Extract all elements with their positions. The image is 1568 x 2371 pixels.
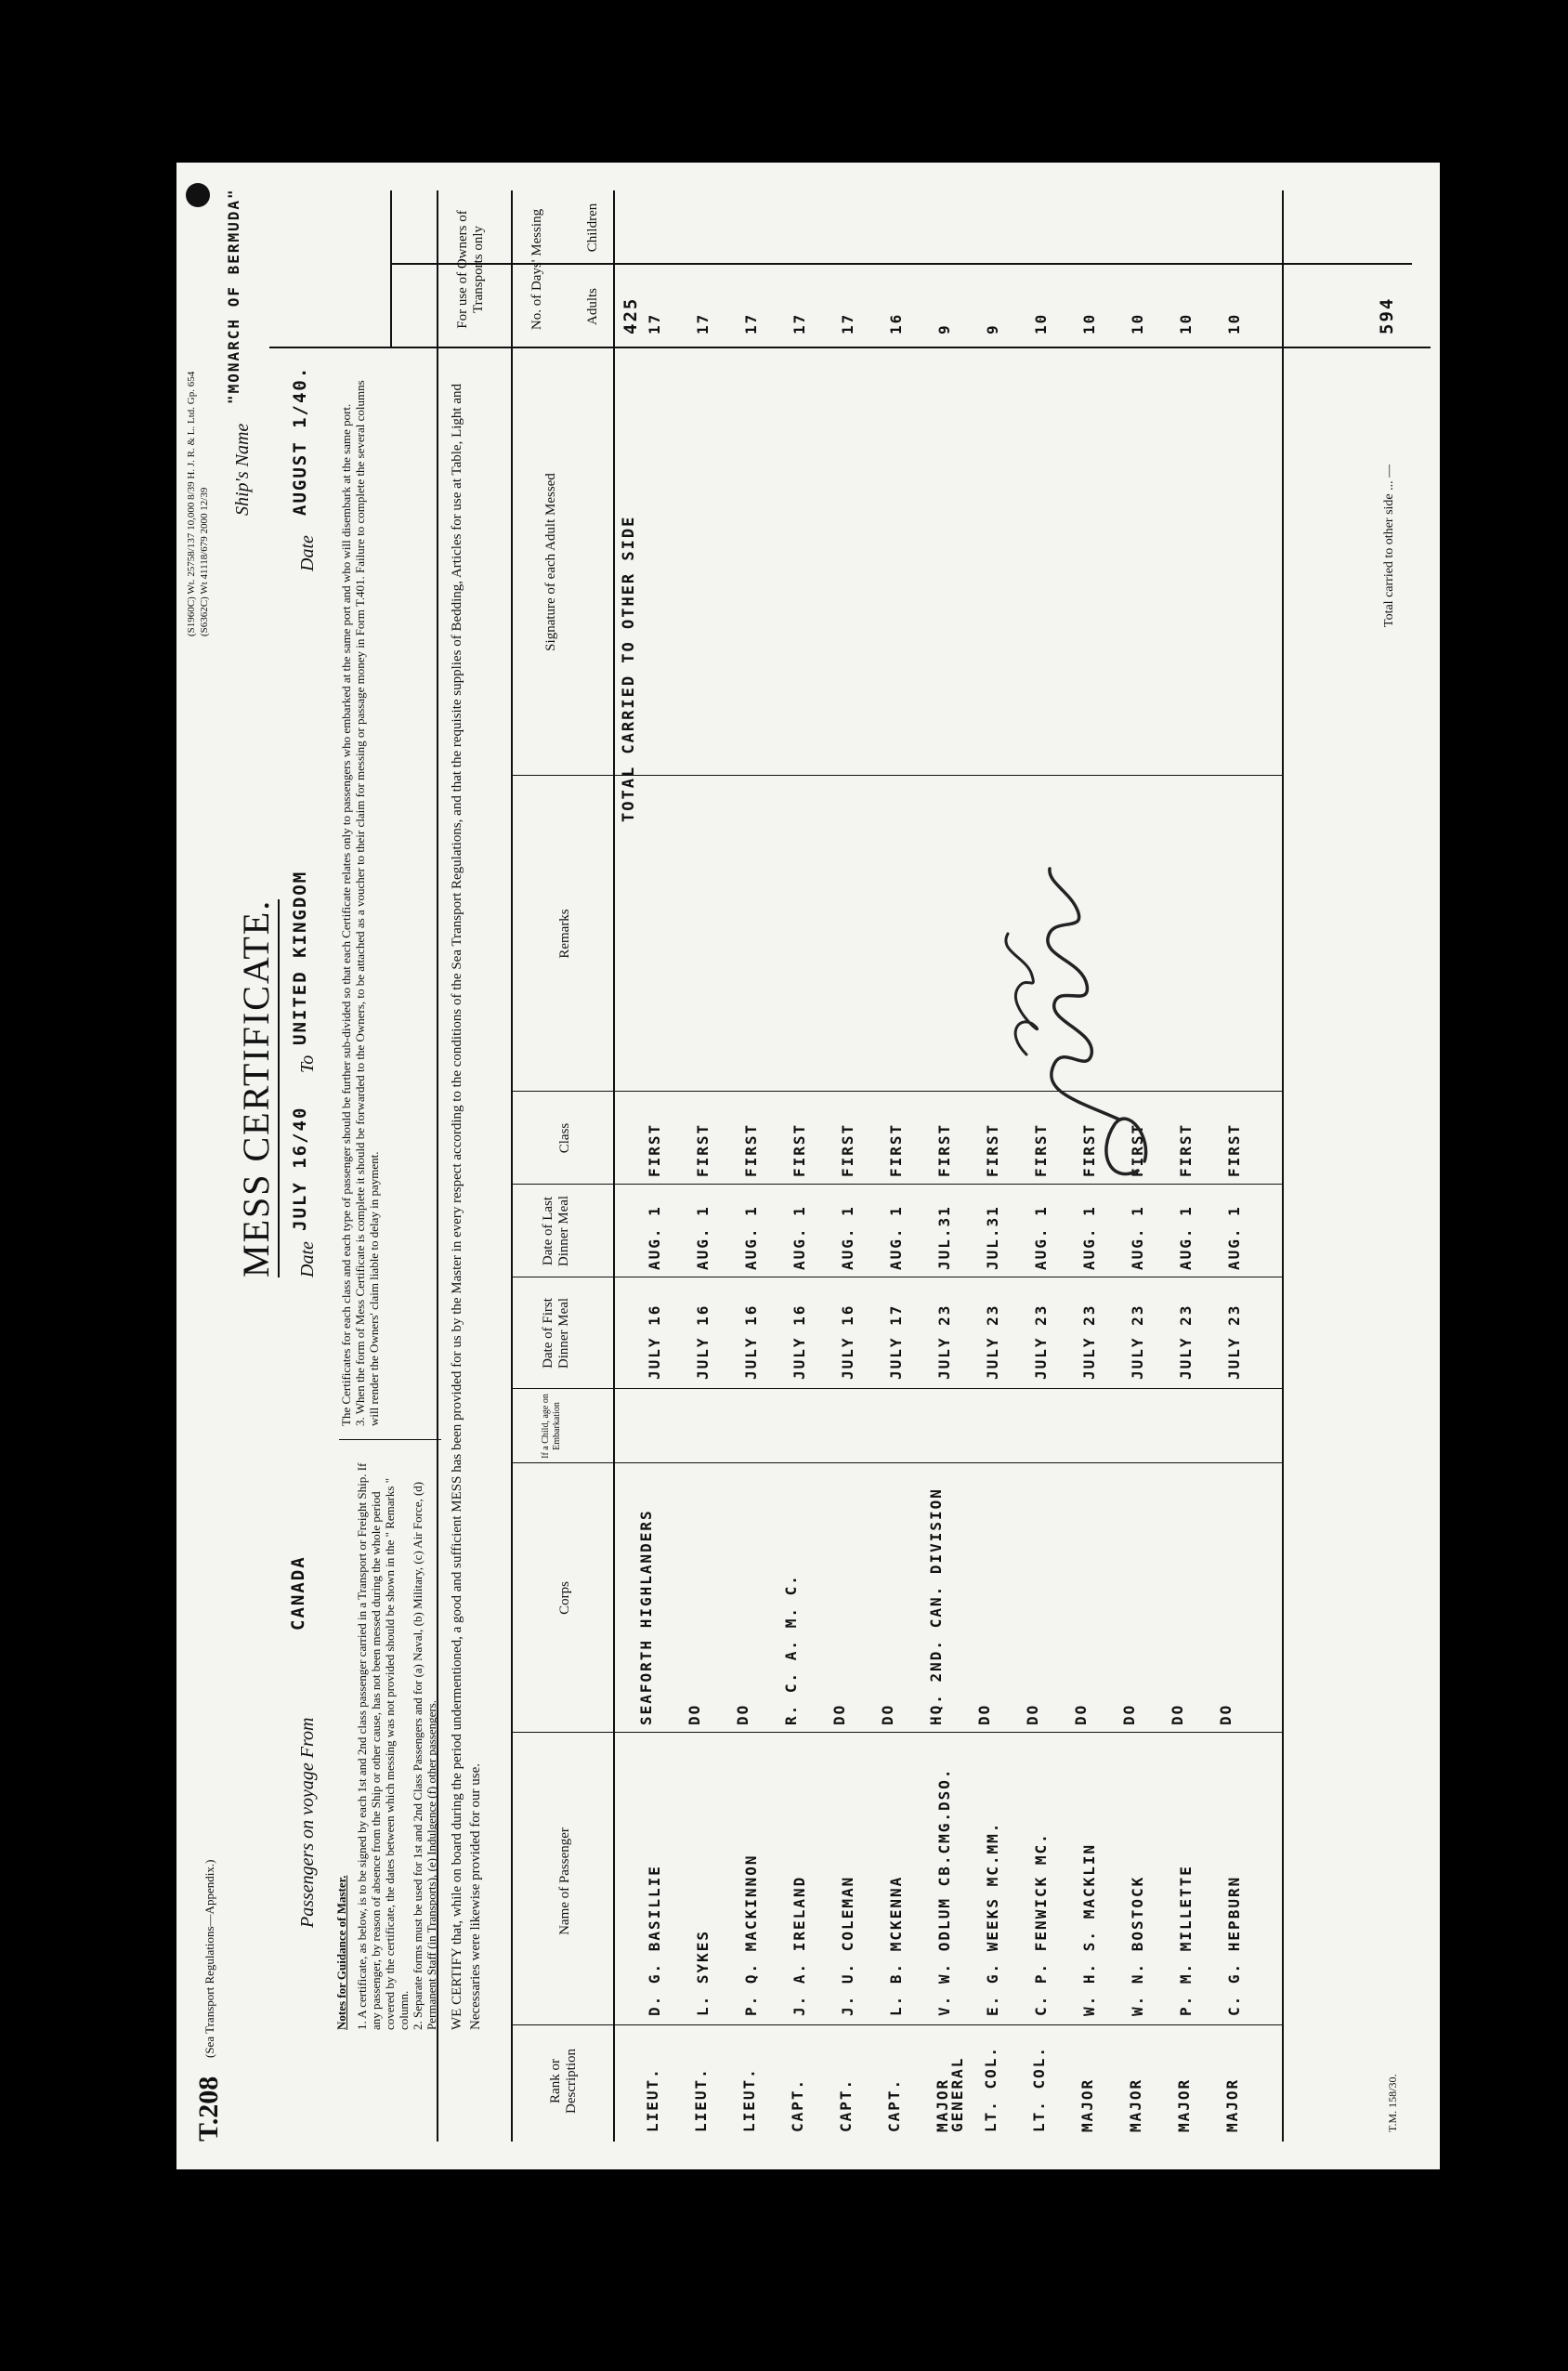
row-class: FIRST [839, 1122, 856, 1177]
row-name: C. G. HEPBURN [1225, 1875, 1243, 2016]
note-1: 1. A certificate, as below, is to be signed by each 1st and 2nd class passenger carried in a Transport or Freight Ship. If any passenger, by reason of absence from the Ship or other cause, has not been messed during the whole period covered by the certificate, the dates between which messing was not provided should be shown in the " Remarks " column. [355, 1462, 411, 2030]
row-name: W. N. BOSTOCK [1129, 1875, 1146, 2016]
row-adults: 17 [646, 312, 663, 334]
regulations-note: (Sea Transport Regulations—Appendix.) [203, 1859, 216, 2058]
row-class: FIRST [935, 1122, 953, 1177]
row-adults: 9 [935, 323, 953, 334]
header-owners: For use of Owners of Transports only [455, 210, 486, 329]
header-rank: Rank or Description [548, 2049, 579, 2114]
row-first-meal: JULY 17 [887, 1303, 905, 1380]
rule-header-bottom [613, 190, 615, 2142]
row-last-meal: AUG. 1 [694, 1205, 712, 1270]
ship-name: "MONARCH OF BERMUDA" [225, 188, 242, 404]
header-remarks: Remarks [557, 909, 572, 959]
header-days: No. of Days' Messing [529, 208, 544, 331]
row-adults: 17 [694, 312, 712, 334]
row-name: J. A. IRELAND [791, 1875, 808, 2016]
row-adults: 16 [887, 312, 905, 334]
header-last-meal: Date of Last Dinner Meal [541, 1195, 571, 1267]
rule-header-top [511, 190, 513, 2142]
row-name: L. B. MCKENNA [887, 1875, 905, 2016]
row-adults: 10 [1080, 312, 1098, 334]
header-adults: Adults [585, 288, 600, 326]
rule-table-bottom [1282, 190, 1284, 2142]
handwritten-signature [938, 859, 1180, 1194]
note-3: 3. When the form of Mess Certificate is complete it should be forwarded to the Owners, to be attached as a voucher to their claim for messing or passage money in Form T.401. Failure to complete the several columns will render the Owners' claim liable to delay in payment. [353, 380, 381, 1426]
notes-right [339, 376, 381, 1426]
row-name: P. M. MILLETTE [1177, 1865, 1195, 2016]
row-corps: HQ. 2ND. CAN. DIVISION [927, 1487, 945, 1725]
from-value: CANADA [288, 1555, 308, 1631]
row-first-meal: JULY 16 [646, 1303, 663, 1380]
row-adults: 10 [1177, 312, 1195, 334]
punch-hole [186, 183, 210, 207]
row-corps: DO [879, 1703, 896, 1725]
row-adults: 17 [742, 312, 760, 334]
row-rank: LIEUT. [644, 2067, 661, 2132]
notes-divider [339, 1439, 441, 1440]
header-child-age: If a Child, age on Embarkation [541, 1394, 562, 1459]
row-name: E. G. WEEKS MC.MM. [984, 1821, 1001, 2016]
row-name: D. G. BASILLIE [646, 1865, 663, 2016]
row-first-meal: JULY 23 [1129, 1303, 1146, 1380]
row-class: FIRST [1225, 1122, 1243, 1177]
form-number: T.208 [193, 2076, 224, 2142]
total-label: Total carried to other side ... — [1382, 464, 1396, 627]
to-label: To [297, 1055, 318, 1073]
row-class: FIRST [984, 1122, 1001, 1177]
row-class: FIRST [887, 1122, 905, 1177]
certify-text: WE CERTIFY that, while on board during the period undermentioned, a good and sufficient MESS has been provided for us by the Master in every respect according to the conditions of the Sea Transport Regulations, and that the requisite supplies of Bedding, Articles for use at Table, Light and Necessaries were likewise provided for our use. [450, 384, 483, 2030]
owners-rule [390, 190, 392, 348]
row-class: FIRST [1032, 1122, 1050, 1177]
date2-value: AUGUST 1/40. [290, 365, 310, 516]
row-rank: LT. COL. [982, 2045, 1000, 2132]
row-corps: DO [1072, 1703, 1090, 1725]
row-first-meal: JULY 16 [791, 1303, 808, 1380]
row-last-meal: AUG. 1 [1080, 1205, 1098, 1270]
row-last-meal: AUG. 1 [1032, 1205, 1050, 1270]
date-label: Date [297, 1241, 318, 1277]
row-corps: DO [1217, 1703, 1235, 1725]
row-adults: 10 [1032, 312, 1050, 334]
row-adults: 17 [839, 312, 856, 334]
row-class: FIRST [742, 1122, 760, 1177]
document-page [176, 163, 1440, 2169]
row-rank: CAPT. [789, 2077, 806, 2132]
row-first-meal: JULY 23 [984, 1303, 1001, 1380]
note-sub: The Certificates for each class and each type of passenger should be further sub-divided so that each Certificate relates only to passengers who embarked at the same port and who will disembark at the same port. [339, 403, 353, 1426]
notes-heading: Notes for Guidance of Master. [334, 1875, 348, 2030]
row-rank: LIEUT. [692, 2067, 710, 2132]
row-name: J. U. COLEMAN [839, 1875, 856, 2016]
header-name: Name of Passenger [557, 1827, 572, 1935]
rotated-form [176, 163, 1440, 2169]
header-corps: Corps [557, 1581, 572, 1615]
row-first-meal: JULY 23 [1225, 1303, 1243, 1380]
row-first-meal: JULY 23 [1080, 1303, 1098, 1380]
date2-label: Date [297, 535, 318, 571]
row-rank: MAJOR [1078, 2077, 1096, 2132]
row-last-meal: AUG. 1 [1225, 1205, 1243, 1270]
row-class: FIRST [1177, 1122, 1195, 1177]
date-value: JULY 16/40 [290, 1106, 310, 1231]
notes-left [355, 1454, 438, 2030]
print-codes-2: (S6362C) Wt 41118/679 2000 12/39 [199, 487, 210, 636]
row-rank: MAJOR GENERAL [934, 2056, 966, 2132]
row-class: FIRST [1129, 1122, 1146, 1177]
to-value: UNITED KINGDOM [290, 870, 310, 1045]
note-2: 2. Separate forms must be used for 1st and 2nd Class Passengers and for (a) Naval, (b) Military, (c) Air Force, (d) Permanent Staff (in Transports), (e) Indulgence (f) other passengers. [411, 1481, 438, 2030]
row-class: FIRST [1080, 1122, 1098, 1177]
row-first-meal: JULY 23 [935, 1303, 953, 1380]
row-last-meal: JUL.31 [935, 1205, 953, 1270]
row-corps: DO [830, 1703, 848, 1725]
row-name: V. W. ODLUM CB.CMG.DSO. [935, 1767, 953, 2016]
row-rank: LIEUT. [740, 2067, 758, 2132]
row-adults: 10 [1129, 312, 1146, 334]
row-last-meal: AUG. 1 [791, 1205, 808, 1270]
row-corps: DO [975, 1703, 993, 1725]
row-corps: DO [734, 1703, 751, 1725]
row-last-meal: AUG. 1 [646, 1205, 663, 1270]
row-corps: DO [686, 1703, 703, 1725]
row-adults: 10 [1225, 312, 1243, 334]
footer-code: T.M. 158/30. [1386, 2074, 1399, 2132]
from-label: Passengers on voyage From [297, 1717, 318, 1928]
row-rank: LT. COL. [1030, 2045, 1048, 2132]
rule-top [437, 190, 438, 2142]
row-first-meal: JULY 23 [1177, 1303, 1195, 1380]
header-children: Children [585, 203, 600, 253]
row-last-meal: AUG. 1 [887, 1205, 905, 1270]
row-first-meal: JULY 16 [742, 1303, 760, 1380]
carried-note: TOTAL CARRIED TO OTHER SIDE [620, 515, 638, 822]
row-last-meal: AUG. 1 [1129, 1205, 1146, 1270]
row-last-meal: AUG. 1 [742, 1205, 760, 1270]
row-name: L. SYKES [694, 1929, 712, 2016]
top-adults-total: 425 [621, 296, 641, 334]
row-class: FIRST [694, 1122, 712, 1177]
row-first-meal: JULY 16 [839, 1303, 856, 1380]
row-name: P. Q. MACKINNON [742, 1854, 760, 2016]
row-class: FIRST [791, 1122, 808, 1177]
row-first-meal: JULY 16 [694, 1303, 712, 1380]
total-value: 594 [1377, 296, 1397, 334]
row-rank: CAPT. [885, 2077, 903, 2132]
ship-label: Ship's Name [232, 423, 253, 516]
header-first-meal: Date of First Dinner Meal [541, 1297, 571, 1369]
row-adults: 17 [791, 312, 808, 334]
row-corps: R. C. A. M. C. [782, 1574, 800, 1725]
row-first-meal: JULY 23 [1032, 1303, 1050, 1380]
row-rank: MAJOR [1175, 2077, 1193, 2132]
row-adults: 9 [984, 323, 1001, 334]
row-corps: DO [1169, 1703, 1186, 1725]
form-title: MESS CERTIFICATE. [234, 899, 280, 1277]
row-rank: MAJOR [1223, 2077, 1241, 2132]
row-rank: CAPT. [837, 2077, 855, 2132]
row-name: C. P. FENWICK MC. [1032, 1832, 1050, 2016]
row-last-meal: AUG. 1 [1177, 1205, 1195, 1270]
row-corps: DO [1120, 1703, 1138, 1725]
row-corps: DO [1024, 1703, 1041, 1725]
row-last-meal: JUL.31 [984, 1205, 1001, 1270]
row-name: W. H. S. MACKLIN [1080, 1842, 1098, 2016]
row-class: FIRST [646, 1122, 663, 1177]
row-corps: SEAFORTH HIGHLANDERS [637, 1509, 655, 1725]
owners-col-line [269, 347, 1431, 348]
row-rank: MAJOR [1127, 2077, 1144, 2132]
print-codes-1: (S1960C) Wt. 25758/137 10,000 8/39 H. J. R. & L. Ltd. Gp. 654 [186, 371, 197, 636]
row-last-meal: AUG. 1 [839, 1205, 856, 1270]
header-signature: Signature of each Adult Messed [543, 473, 558, 651]
header-class: Class [557, 1122, 572, 1154]
